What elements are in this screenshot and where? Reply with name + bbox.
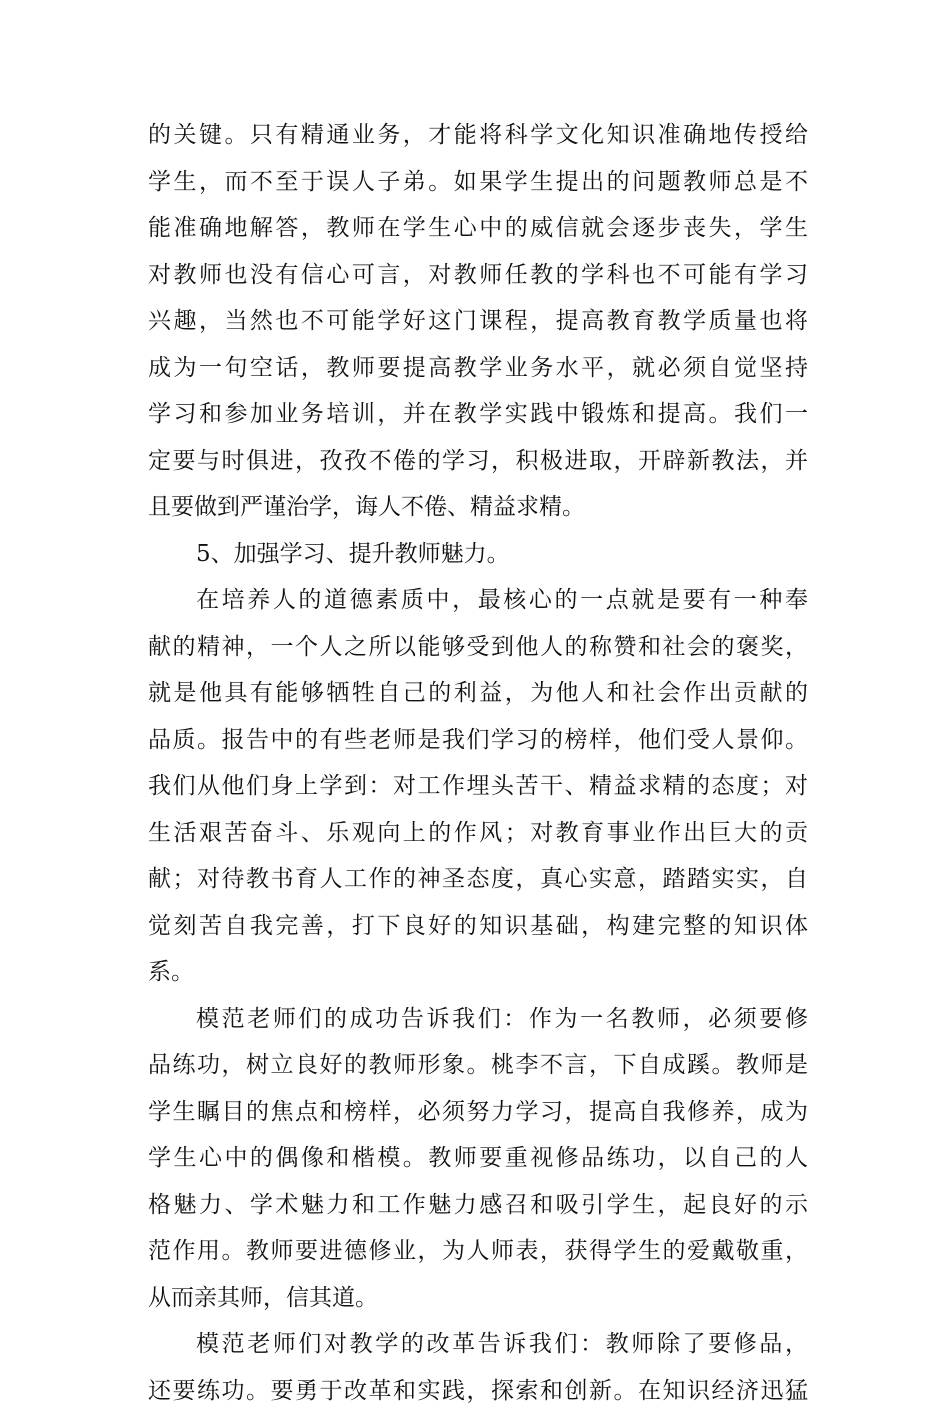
text-line: 觉刻苦自我完善，打下良好的知识基础，构建完整的知识体 (148, 903, 808, 950)
text-line: 品练功，树立良好的教师形象。桃李不言，下自成蹊。教师是 (148, 1042, 808, 1089)
text-line: 能准确地解答，教师在学生心中的威信就会逐步丧失，学生 (148, 205, 808, 252)
text-line: 兴趣，当然也不可能学好这门课程，提高教育教学质量也将 (148, 298, 808, 345)
text-line: 对教师也没有信心可言，对教师任教的学科也不可能有学习 (148, 252, 808, 299)
text-line: 献的精神，一个人之所以能够受到他人的称赞和社会的褒奖， (148, 624, 808, 671)
paragraph-continuation (148, 112, 808, 531)
text-line: 模范老师们的成功告诉我们：作为一名教师，必须要修 (148, 996, 808, 1043)
text-line: 成为一句空话，教师要提高教学业务水平，就必须自觉坚持 (148, 345, 808, 392)
paragraph-teaching-reform (148, 1321, 808, 1414)
paragraph-dedication (148, 577, 808, 996)
text-line: 模范老师们对教学的改革告诉我们：教师除了要修品， (148, 1321, 808, 1368)
text-line: 我们从他们身上学到：对工作埋头苦干、精益求精的态度；对 (148, 763, 808, 810)
text-line: 品质。报告中的有些老师是我们学习的榜样，他们受人景仰。 (148, 717, 808, 764)
text-line: 定要与时俱进，孜孜不倦的学习，积极进取，开辟新教法，并 (148, 438, 808, 485)
section-heading (148, 531, 808, 578)
text-line: 就是他具有能够牺牲自己的利益，为他人和社会作出贡献的 (148, 670, 808, 717)
text-line: 学习和参加业务培训，并在教学实践中锻炼和提高。我们一 (148, 391, 808, 438)
text-line: 学生瞩目的焦点和榜样，必须努力学习，提高自我修养，成为 (148, 1089, 808, 1136)
text-line: 的关键。只有精通业务，才能将科学文化知识准确地传授给 (148, 112, 808, 159)
text-line: 生活艰苦奋斗、乐观向上的作风；对教育事业作出巨大的贡 (148, 810, 808, 857)
text-line: 系。 (148, 949, 808, 996)
heading-line: 5、加强学习、提升教师魅力。 (148, 531, 808, 578)
text-line: 还要练功。要勇于改革和实践，探索和创新。在知识经济迅猛 (148, 1368, 808, 1414)
text-line: 格魅力、学术魅力和工作魅力感召和吸引学生，起良好的示 (148, 1182, 808, 1229)
text-line: 学生心中的偶像和楷模。教师要重视修品练功，以自己的人 (148, 1135, 808, 1182)
text-line: 献；对待教书育人工作的神圣态度，真心实意，踏踏实实，自 (148, 856, 808, 903)
text-line: 学生，而不至于误人子弟。如果学生提出的问题教师总是不 (148, 159, 808, 206)
document-page (148, 112, 808, 1414)
text-line: 在培养人的道德素质中，最核心的一点就是要有一种奉 (148, 577, 808, 624)
text-line: 且要做到严谨治学，诲人不倦、精益求精。 (148, 484, 808, 531)
text-line: 范作用。教师要进德修业，为人师表，获得学生的爱戴敬重， (148, 1228, 808, 1275)
text-line: 从而亲其师，信其道。 (148, 1275, 808, 1322)
paragraph-model-teachers-success (148, 996, 808, 1322)
